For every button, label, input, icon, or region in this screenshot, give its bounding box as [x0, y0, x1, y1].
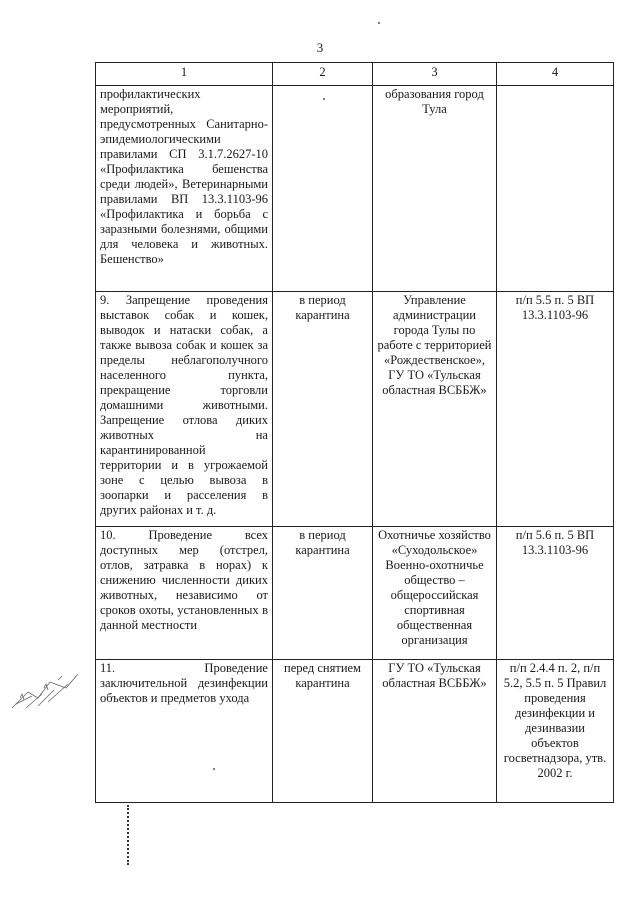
measure-cell: 11. Проведение заключительной дезинфекции объектов и предметов ухода [96, 660, 273, 803]
basis-cell [497, 86, 614, 292]
period-cell: перед снятием карантина [273, 660, 373, 803]
table-header-row [96, 63, 614, 86]
scan-speck [323, 98, 325, 100]
responsible-cell: образования город Тула [373, 86, 497, 292]
column-header: 4 [497, 63, 614, 86]
responsible-cell: Охотничье хозяйство «Суходольское» Военно-охотничье общество – общероссийская спортивная общественная организация [373, 527, 497, 660]
scan-speck [213, 768, 215, 770]
scan-dots [127, 805, 133, 865]
stamp-mark [8, 668, 82, 712]
table-row [96, 660, 614, 803]
column-header: 1 [96, 63, 273, 86]
basis-cell: п/п 2.4.4 п. 2, п/п 5.2, 5.5 п. 5 Правил проведения дезинфекции и дезинвазии объектов госветнадзора, утв. 2002 г. [497, 660, 614, 803]
table-row [96, 527, 614, 660]
basis-cell: п/п 5.6 п. 5 ВП 13.3.1103-96 [497, 527, 614, 660]
period-cell: в период карантина [273, 292, 373, 527]
table-row [96, 292, 614, 527]
period-cell: в период карантина [273, 527, 373, 660]
measures-table [95, 62, 614, 803]
page-number: 3 [316, 40, 324, 55]
measure-cell: 10. Проведение всех доступных мер (отстрел, отлов, затравка в норах) к снижению численности диких животных, независимо от сроков охоты, установленных в данной местности [96, 527, 273, 660]
period-cell [273, 86, 373, 292]
measure-cell: 9. Запрещение проведения выставок собак и кошек, выводок и натаски собак, а также вывоза собак и кошек за пределы неблагополучного населенного пункта, прекращение торговли домашними животными. Запрещение отлова диких животных на карантинированной территории и в угрожаемой зоне с целью вывоза в зоопарки и расселения в других районах и т. д. [96, 292, 273, 527]
scan-speck [378, 22, 380, 24]
column-header: 3 [373, 63, 497, 86]
basis-cell: п/п 5.5 п. 5 ВП 13.3.1103-96 [497, 292, 614, 527]
responsible-cell: Управление администрации города Тулы по работе с территорией «Рождественское», ГУ ТО «Тульская областная ВСББЖ» [373, 292, 497, 527]
responsible-cell: ГУ ТО «Тульская областная ВСББЖ» [373, 660, 497, 803]
measure-cell: профилактических мероприятий, предусмотренных Санитарно-эпидемиологическими правилами СП 3.1.7.2627-10 «Профилактика бешенства среди людей», Ветеринарными правилами ВП 13.3.1103-96 «Профилактика и борьба с заразными болезнями, общими для человека и животных. Бешенство» [96, 86, 273, 292]
table-row [96, 86, 614, 292]
column-header: 2 [273, 63, 373, 86]
